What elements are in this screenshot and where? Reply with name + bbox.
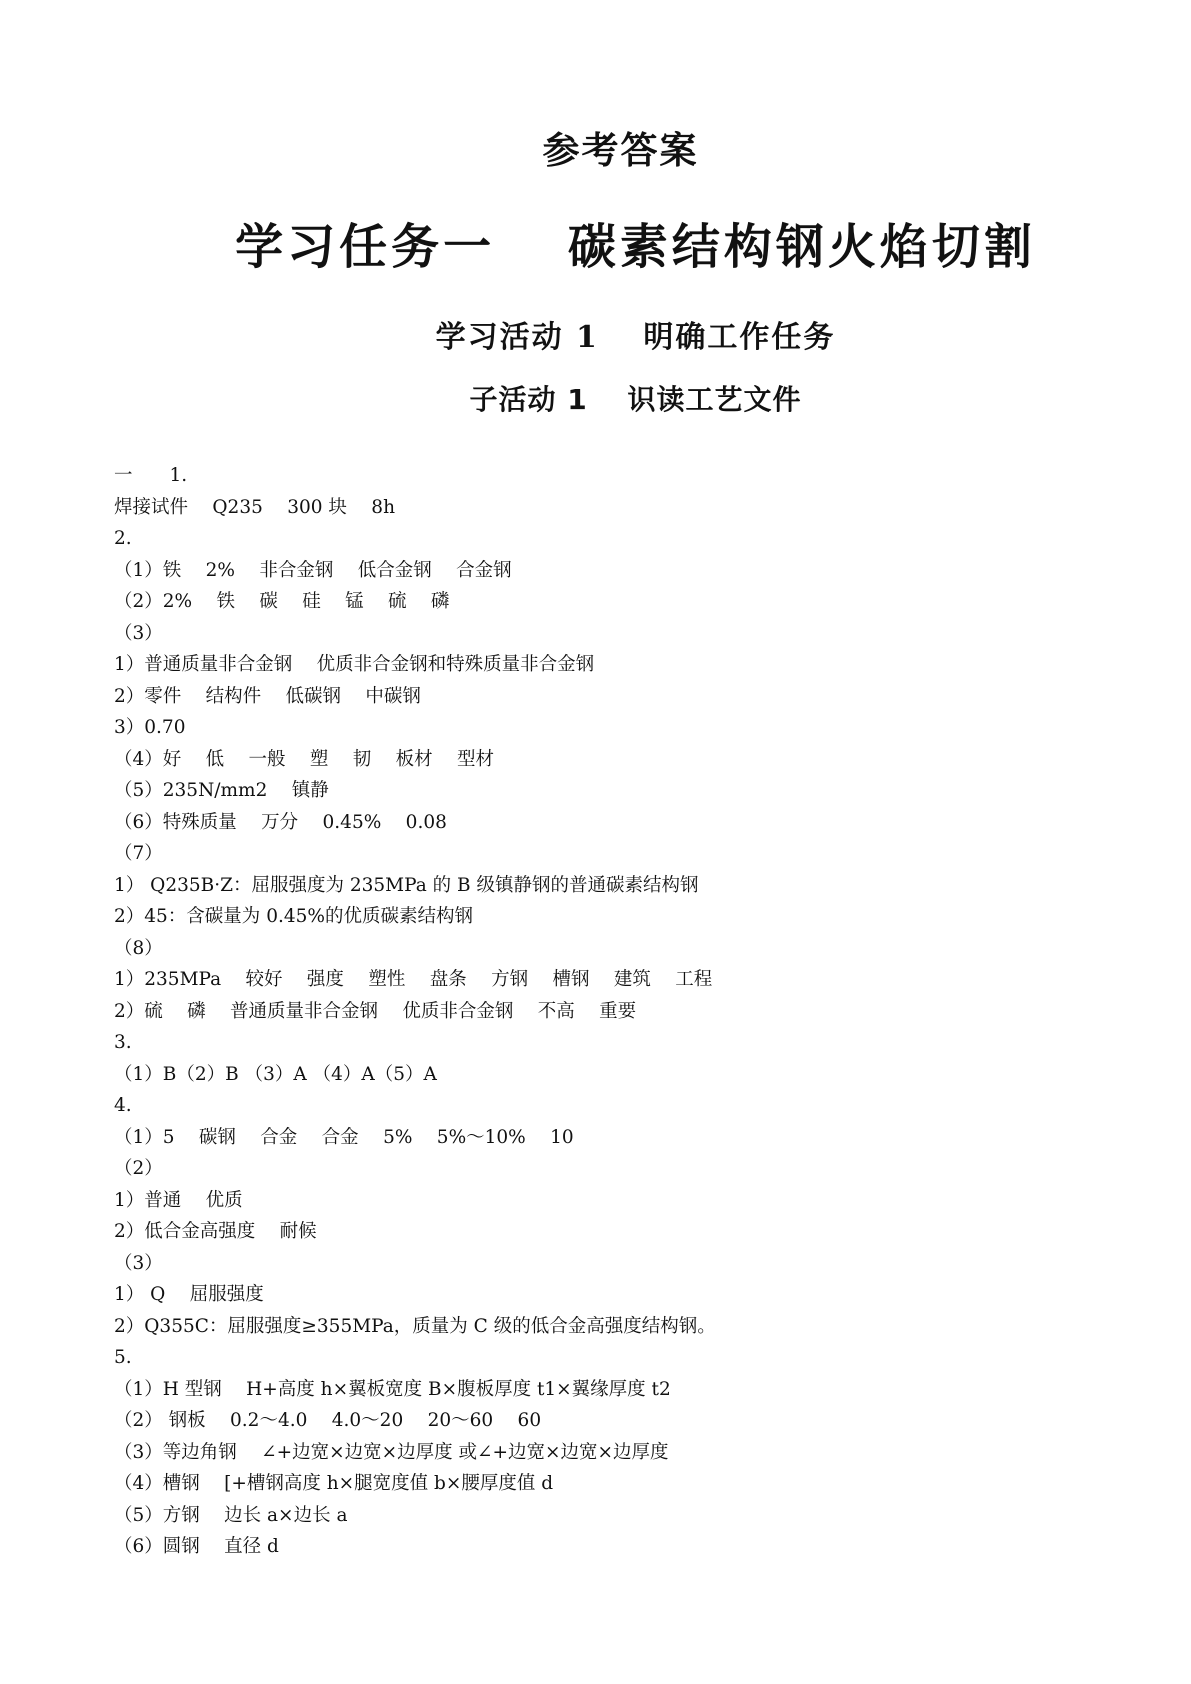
answer-line: （7） xyxy=(114,843,163,864)
answer-line: 2. xyxy=(114,528,132,549)
answer-line: 2）零件 结构件 低碳钢 中碳钢 xyxy=(114,685,421,707)
answer-line: （2）2% 铁 碳 硅 锰 硫 磷 xyxy=(114,591,450,612)
answer-line: 一 1. xyxy=(114,465,188,486)
answer-line: 2）Q355C：屈服强度≥355MPa，质量为 C 级的低合金高强度结构钢。 xyxy=(114,1315,716,1337)
answer-line: 1）普通质量非合金钢 优质非合金钢和特殊质量非合金钢 xyxy=(114,654,595,675)
answer-line: 5. xyxy=(114,1347,132,1368)
answer-line: 焊接试件 Q235 300 块 8h xyxy=(114,496,395,518)
answer-line: （3） xyxy=(114,1252,163,1274)
answer-line: 2）低合金高强度 耐候 xyxy=(114,1221,317,1242)
answer-line: 2）硫 磷 普通质量非合金钢 优质非合金钢 不高 重要 xyxy=(114,1000,637,1022)
answer-line: （5）235N/mm2 镇静 xyxy=(114,780,329,801)
subactivity-title: 子活动 1 识读工艺文件 xyxy=(469,383,802,416)
answer-line: 4. xyxy=(114,1095,132,1116)
answer-line: （6）圆钢 直径 d xyxy=(114,1536,279,1557)
answer-line: 1）235MPa 较好 强度 塑性 盘条 方钢 槽钢 建筑 工程 xyxy=(114,969,713,990)
task-title: 学习任务一 碳素结构钢火焰切割 xyxy=(235,219,1036,275)
answer-line: （2） xyxy=(114,1158,163,1179)
answer-line: （4）好 低 一般 塑 韧 板材 型材 xyxy=(114,748,495,770)
answer-line: 1） Q235B·Z：屈服强度为 235MPa 的 B 级镇静钢的普通碳素结构钢 xyxy=(114,874,699,896)
answer-line: 3. xyxy=(114,1032,132,1053)
answer-line: （1）H 型钢 H+高度 h×翼板宽度 B×腹板厚度 t1×翼缘厚度 t2 xyxy=(114,1378,671,1400)
answer-line: （3）等边角钢 ∠+边宽×边宽×边厚度 或∠+边宽×边宽×边厚度 xyxy=(114,1441,669,1463)
answer-line: （8） xyxy=(114,937,163,959)
answer-line: （6）特殊质量 万分 0.45% 0.08 xyxy=(114,811,447,833)
answer-line: （4）槽钢 [+槽钢高度 h×腿宽度值 b×腰厚度值 d xyxy=(114,1473,554,1494)
answer-line: 3）0.70 xyxy=(114,717,186,738)
answer-line: （5）方钢 边长 a×边长 a xyxy=(114,1504,348,1526)
answer-line: （2） 钢板 0.2～4.0 4.0～20 20～60 60 xyxy=(114,1410,542,1431)
answer-line: 2）45：含碳量为 0.45%的优质碳素结构钢 xyxy=(114,906,473,927)
answer-line: （1）5 碳钢 合金 合金 5% 5%～10% 10 xyxy=(114,1126,574,1148)
activity-title: 学习活动 1 明确工作任务 xyxy=(435,320,836,355)
answer-line: （3） xyxy=(114,622,163,644)
answer-line: （1）B（2）B （3）A （4）A（5）A xyxy=(114,1063,437,1085)
answer-list xyxy=(114,460,1114,1563)
answer-heading: 参考答案 xyxy=(542,129,699,172)
answer-line: （1）铁 2% 非合金钢 低合金钢 合金钢 xyxy=(114,559,512,581)
answer-line: 1）普通 优质 xyxy=(114,1189,243,1211)
answer-line: 1） Q 屈服强度 xyxy=(114,1284,264,1305)
